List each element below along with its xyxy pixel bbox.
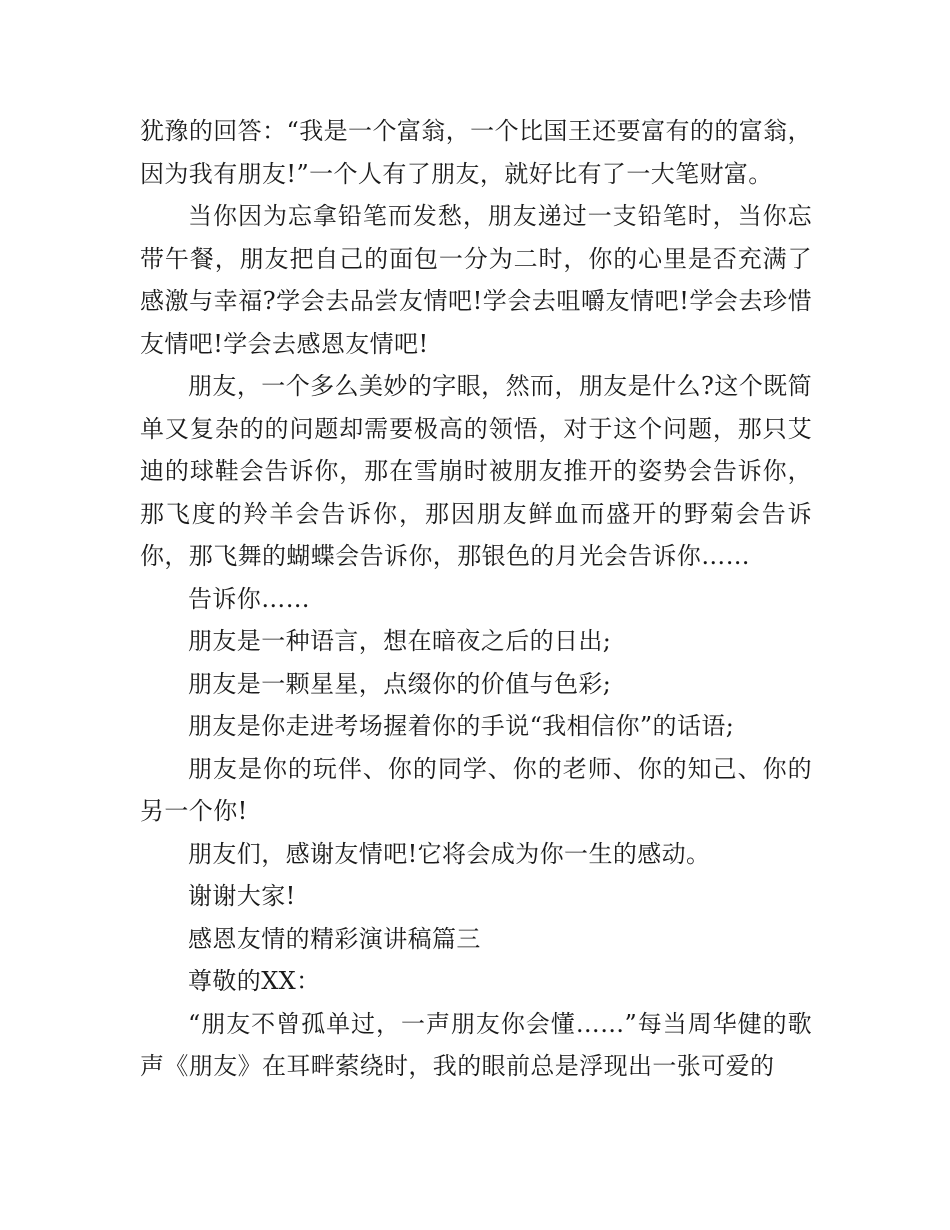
paragraph-8: 朋友是你的玩伴、你的同学、你的老师、你的知己、你的另一个你!: [140, 754, 812, 825]
paragraph-1: 犹豫的回答：“我是一个富翁，一个比国王还要富有的的富翁，因为我有朋友!”一个人有了朋友，就好比有了一大笔财富。: [140, 117, 812, 188]
paragraph-2: 当你因为忘拿铅笔而发愁，朋友递过一支铅笔时，当你忘带午餐，朋友把自己的面包一分为二时，你的心里是否充满了感激与幸福?学会去品尝友情吧!学会去咀嚼友情吧!学会去珍惜友情吧!学会去感恩友情吧!: [140, 202, 812, 358]
paragraph-3: 朋友，一个多么美妙的字眼，然而，朋友是什么?这个既简单又复杂的的问题却需要极高的领悟，对于这个问题，那只艾迪的球鞋会告诉你，那在雪崩时被朋友推开的姿势会告诉你，那飞度的羚羊会告诉你，那因朋友鲜血而盛开的野菊会告诉你，那飞舞的蝴蝶会告诉你，那银色的月光会告诉你……: [140, 372, 812, 570]
paragraph-7: 朋友是你走进考场握着你的手说“我相信你”的话语;: [188, 712, 735, 740]
paragraph-10: 谢谢大家!: [188, 882, 296, 910]
paragraph-9: 朋友们，感谢友情吧!它将会成为你一生的感动。: [188, 839, 711, 868]
document-body: [140, 110, 812, 1088]
paragraph-5: 朋友是一种语言，想在暗夜之后的日出;: [188, 627, 612, 655]
paragraph-13: “朋友不曾孤单过，一声朋友你会懂……”每当周华健的歌声《朋友》在耳畔萦绕时，我的眼前总是浮现出一张可爱的: [140, 1009, 812, 1080]
salutation: 尊敬的XX：: [188, 967, 321, 995]
paragraph-6: 朋友是一颗星星，点缀你的价值与色彩;: [188, 669, 612, 698]
paragraph-4: 告诉你……: [188, 584, 310, 613]
section-heading: 感恩友情的精彩演讲稿篇三: [188, 924, 481, 953]
